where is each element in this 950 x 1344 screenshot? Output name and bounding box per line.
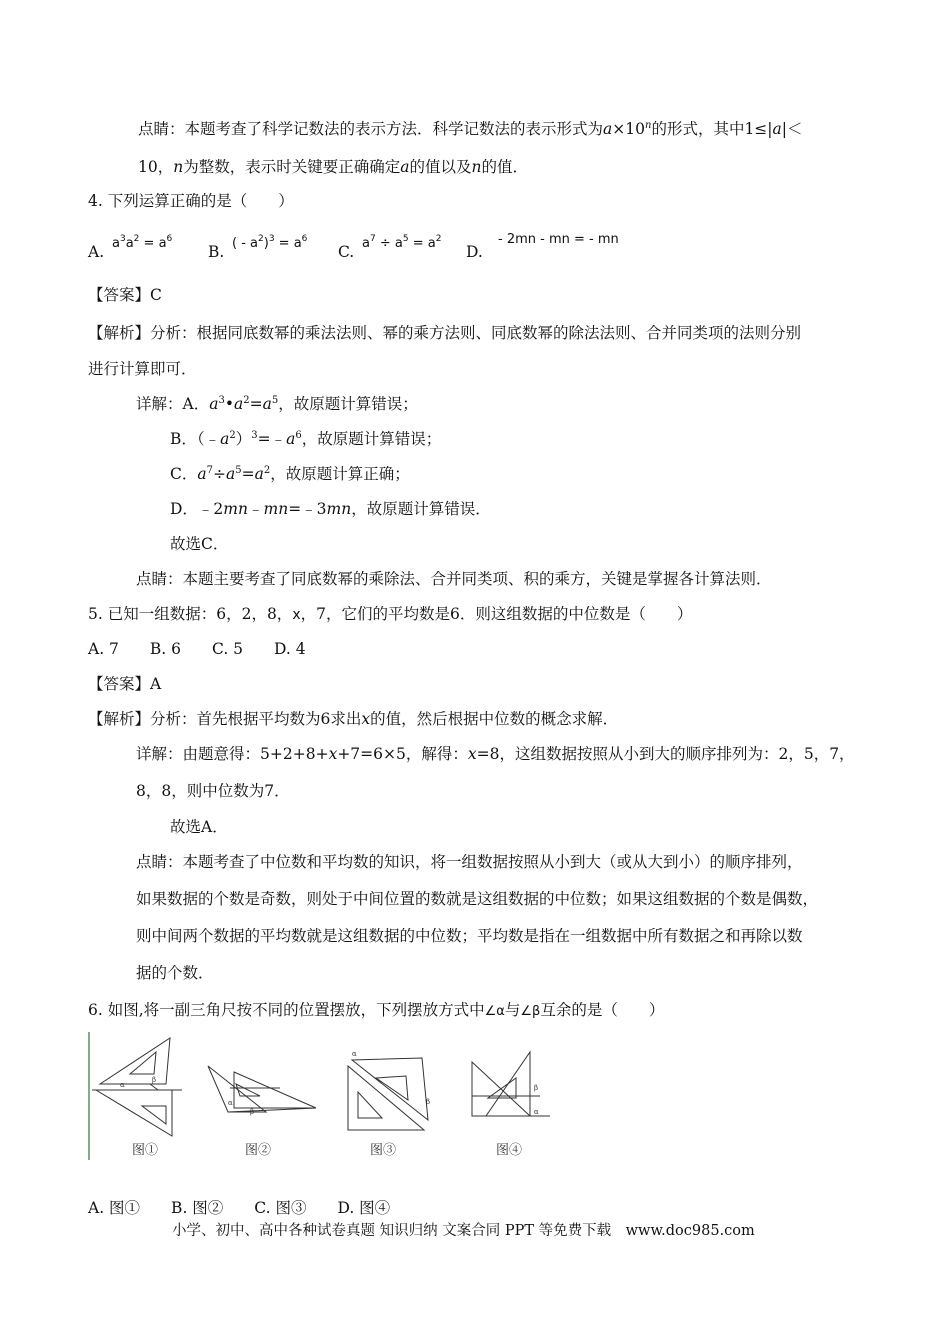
figure-1-label: 图①	[132, 1143, 159, 1158]
q4-option-d-label: D.	[466, 243, 483, 261]
q4-detail-c: C．$a^7\div a^5=a^2$，故原题计算正确；	[170, 465, 410, 483]
svg-text:β: β	[152, 1076, 157, 1084]
figure-3-drawing	[348, 1050, 430, 1130]
q5-note-line3: 则中间两个数据的平均数就是这组数据的中位数；平均数是指在一组数据中所有数据之和再除以数	[136, 927, 803, 945]
q5-title: 5. 已知一组数据：6，2，8，x，7，它们的平均数是6．则这组数据的中位数是（ ）	[88, 605, 693, 623]
q5-options: A. 7 B. 6 C. 5 D. 4	[88, 640, 306, 658]
q4-choose: 故选C．	[170, 535, 229, 553]
q4-analysis-line2: 进行计算即可．	[88, 360, 197, 378]
figure-3-label: 图③	[370, 1143, 397, 1158]
svg-text:α: α	[352, 1050, 357, 1058]
q4-detail-a: 详解：A．$a^3•a^2=a^5$，故原题计算错误；	[136, 395, 418, 413]
svg-text:β: β	[426, 1098, 431, 1106]
q4-option-d-expr: - 2mn - mn = - mn	[498, 232, 619, 247]
q5-detail-line1: 详解：由题意得：5+2+8+x+7=6×5，解得：x=8，这组数据按照从小到大的顺序排列为：2，5，7，	[136, 745, 855, 763]
svg-text:β: β	[534, 1084, 539, 1092]
q4-detail-d: D．﹣2mn﹣mn=﹣3mn，故原题计算错误．	[170, 500, 491, 518]
q5-note-line2: 如果数据的个数是奇数，则处于中间位置的数就是这组数据的中位数；如果这组数据的个数是偶数，	[136, 890, 819, 908]
q5-choose: 故选A．	[170, 818, 228, 836]
q4-option-a-expr: $a^3a^2 = a^6$	[112, 234, 173, 251]
q3-note-line2: 10，n为整数，表示时关键要正确确定a的值以及n的值．	[138, 158, 528, 176]
svg-text:β: β	[250, 1108, 255, 1116]
figure-2-drawing	[208, 1066, 316, 1116]
q5-answer: 【答案】A	[88, 675, 162, 693]
triangle-ruler-figures	[88, 1032, 565, 1160]
q4-detail-b: B．$(﹣a^2)^3=﹣a^6$，故原题计算错误；	[170, 430, 442, 448]
page-footer: 小学、初中、高中各种试卷真题 知识归纳 文案合同 PPT 等免费下载 www.doc985.com	[172, 1223, 755, 1239]
q4-answer: 【答案】C	[88, 286, 162, 304]
q4-title: 4. 下列运算正确的是（ ）	[88, 192, 294, 210]
figure-4-drawing	[472, 1052, 550, 1116]
q3-note-line1: 点睛：本题考查了科学记数法的表示方法．科学记数法的表示形式为$a\times 10^n$的形式，其中1≤|a|＜	[138, 120, 803, 138]
figure-2-label: 图②	[245, 1143, 272, 1158]
svg-text:α: α	[228, 1099, 233, 1107]
figure-1-drawing	[92, 1038, 182, 1136]
q4-analysis-line1: 【解析】分析：根据同底数幂的乘法法则、幂的乘方法则、同底数幂的除法法则、合并同类项的法则分别	[88, 324, 802, 342]
svg-text:α: α	[120, 1081, 125, 1089]
figure-4-label: 图④	[496, 1143, 523, 1158]
q5-note-line4: 据的个数．	[136, 964, 214, 982]
q6-title: 6. 如图,将一副三角尺按不同的位置摆放，下列摆放方式中∠α与∠β互余的是（ ）	[88, 1001, 665, 1019]
q4-option-a-label: A.	[88, 243, 105, 261]
q4-note: 点睛：本题主要考查了同底数幂的乘除法、合并同类项、积的乘方，关键是掌握各计算法则．	[136, 570, 772, 588]
q5-analysis: 【解析】分析：首先根据平均数为6求出x的值，然后根据中位数的概念求解．	[88, 710, 619, 728]
svg-text:α: α	[534, 1108, 539, 1116]
q5-detail-line2: 8，8，则中位数为7．	[136, 782, 290, 800]
q4-option-c-label: C.	[338, 243, 355, 261]
q4-option-b-expr: ( - $a^2)^3 = a^6$	[232, 234, 308, 251]
triangle-ruler-drawings	[90, 1032, 560, 1160]
q4-option-b-label: B.	[208, 243, 225, 261]
q5-note-line1: 点睛：本题考查了中位数和平均数的知识，将一组数据按照从小到大（或从大到小）的顺序排列，	[136, 853, 803, 871]
q6-options: A. 图① B. 图② C. 图③ D. 图④	[88, 1199, 391, 1217]
q4-option-c-expr: $a^7 \div a^5 = a^2$	[362, 234, 442, 251]
